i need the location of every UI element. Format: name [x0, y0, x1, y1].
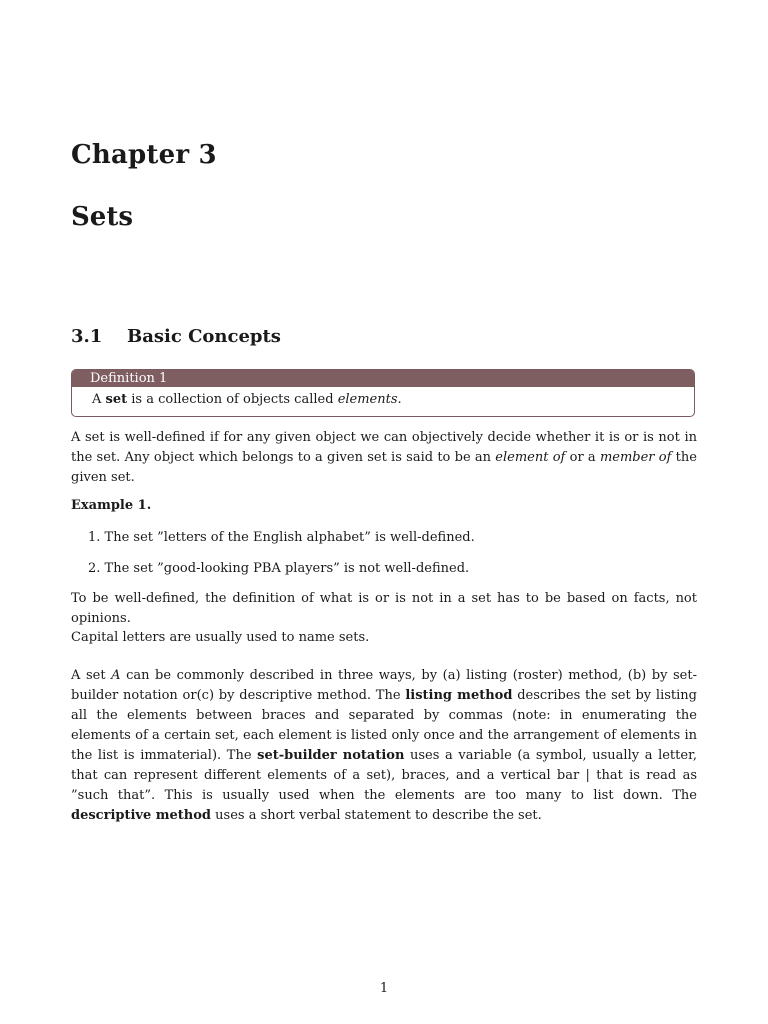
page-number: 1	[379, 981, 389, 996]
definition-emphasis: elements	[337, 392, 398, 407]
list-item-text: The set ”good-looking PBA players” is not well-defined.	[104, 561, 470, 576]
chapter-label: Chapter 3	[71, 140, 217, 170]
list-item	[88, 528, 475, 548]
paragraph-facts: To be well-defined, the definition of what is or is not in a set has to be based on facts, not opinions.	[71, 591, 697, 626]
paragraph-text: A set is well-defined if for any given object we can objectively decide whether it is or is not in the set. Any object which belongs to a given set is said to be an	[71, 430, 697, 465]
paragraph-text: can be commonly described in three ways, by (a) listing (roster) method, (b) by set-builder notation or(c) by descriptive method. The	[71, 668, 697, 703]
term-descriptive-method: descriptive method	[71, 808, 212, 823]
paragraph-emphasis: element of	[495, 450, 566, 465]
section-heading	[71, 326, 281, 347]
paragraph-text: or a	[565, 450, 600, 465]
paragraph-text: A set	[71, 668, 112, 683]
paragraph-text: uses a variable (a symbol, usually a letter, that can represent different elements of a set), braces, and a vertical bar | that is read as ”such that”. This is usually used when the elements are too many to list down. The	[71, 748, 697, 803]
paragraph-well-defined	[71, 428, 697, 488]
paragraph-text: describes the set by listing all the elements between braces and separated by commas (note: in enumerating the elements of a certain set, each element is listed only once and the arrangement of elements in the list is immaterial). The	[71, 688, 697, 763]
definition-text: A	[92, 392, 106, 407]
paragraph-text: the given set.	[71, 450, 697, 485]
paragraph-capital-letters: Capital letters are usually used to name sets.	[71, 630, 370, 645]
definition-heading: Definition 1	[72, 370, 694, 387]
definition-body	[72, 387, 694, 413]
list-item-number: 2.	[88, 561, 101, 576]
section-number: 3.1	[71, 326, 103, 347]
definition-text: is a collection of objects called	[127, 392, 338, 407]
list-item-number: 1.	[88, 530, 101, 545]
paragraph-text: uses a short verbal statement to describe the set.	[211, 808, 542, 823]
term-set-builder-notation: set-builder notation	[257, 748, 405, 763]
example-heading: Example 1.	[71, 498, 152, 513]
definition-box	[71, 369, 695, 417]
paragraph-emphasis: member of	[599, 450, 672, 465]
chapter-title: Sets	[71, 202, 133, 232]
section-title: Basic Concepts	[127, 326, 281, 347]
definition-term: set	[105, 392, 128, 407]
paragraph-emphasis: A	[111, 668, 121, 683]
definition-text: .	[397, 392, 402, 407]
list-item-text: The set ”letters of the English alphabet” is well-defined.	[104, 530, 475, 545]
list-item	[88, 559, 469, 579]
paragraph-set-description	[71, 666, 697, 826]
term-listing-method: listing method	[405, 688, 513, 703]
